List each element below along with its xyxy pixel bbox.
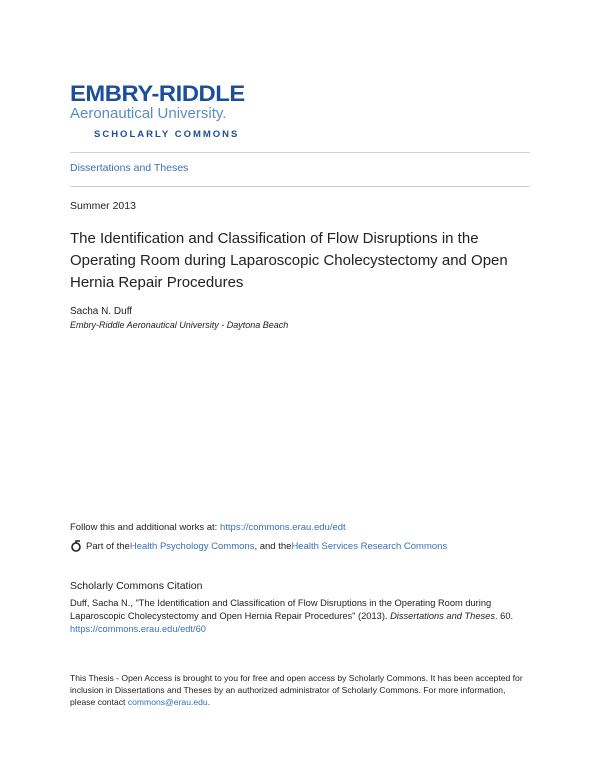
follow-link[interactable]: https://commons.erau.edu/edt	[219, 522, 346, 533]
citation-text: Duff, Sacha N., "The Identification and Classification of Flow Disruptions in the Operating Room during Laparoscopic Cholecystectomy and Open Hernia Repair Procedures" (2013).	[70, 598, 492, 621]
citation-number: . 60.	[494, 611, 514, 621]
citation-body	[70, 597, 530, 636]
logo-subtitle: Aeronautical University.	[70, 105, 227, 122]
health-psychology-commons-link[interactable]: Health Psychology Commons	[129, 540, 255, 552]
part-of-line	[70, 540, 447, 552]
part-of-prefix: Part of the	[86, 540, 130, 552]
access-notice	[70, 672, 530, 708]
follow-text: Follow this and additional works at:	[70, 522, 220, 533]
divider-bottom	[70, 186, 530, 187]
access-notice-text: This Thesis - Open Access is brought to you for free and open access by Scholarly Commons. It has been accepted for inclusion in Dissertations and Theses by an authorized administrator of Scholarly Commons. For more information, please contact	[70, 673, 523, 707]
health-services-research-commons-link[interactable]: Health Services Research Commons	[291, 540, 448, 552]
citation-series: Dissertations and Theses	[390, 611, 495, 621]
publication-date: Summer 2013	[70, 200, 136, 212]
divider-top	[70, 152, 530, 153]
document-title: The Identification and Classification of Flow Disruptions in the Operating Room during Laparoscopic Cholecystectomy and Open Hernia Repair Procedures	[70, 230, 508, 291]
contact-email-link[interactable]: commons@erau.edu	[127, 697, 208, 707]
author-name: Sacha N. Duff	[70, 306, 133, 317]
open-access-icon	[70, 540, 82, 552]
citation-heading: Scholarly Commons Citation	[70, 580, 203, 592]
erau-logo[interactable]	[70, 81, 290, 140]
access-notice-end: .	[207, 697, 211, 707]
citation-link[interactable]: https://commons.erau.edu/edt/60	[70, 624, 206, 634]
author-affiliation: Embry-Riddle Aeronautical University - Daytona Beach	[70, 320, 289, 330]
part-of-middle: , and the	[254, 540, 292, 552]
logo-tagline: SCHOLARLY COMMONS	[94, 129, 240, 140]
collection-link[interactable]: Dissertations and Theses	[70, 162, 189, 174]
logo-wordmark: EMBRY-RIDDLE	[70, 81, 245, 106]
follow-line	[70, 522, 346, 533]
